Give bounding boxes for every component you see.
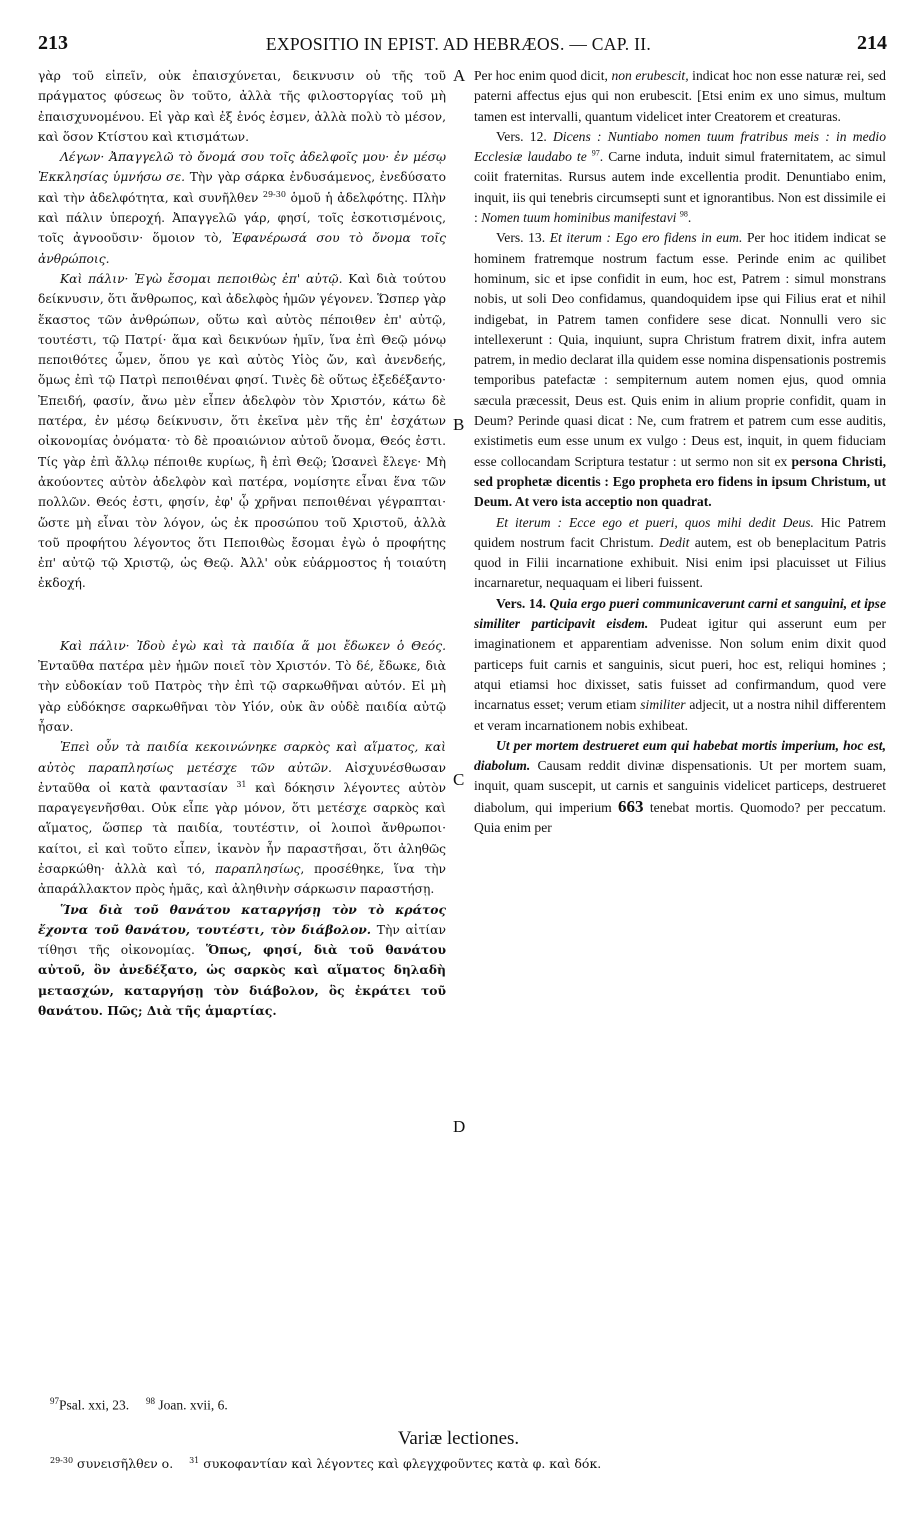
- greek-paragraph: Ἵνα διὰ τοῦ θανάτου καταργήσῃ τὸν τὸ κράτος ἔχοντα τοῦ θανάτου, τουτέστι, τὸν διάβολον. Τὴν αἰτίαν τίθησι τῆς οἰκονομίας. Ὅπως, φησί, διὰ τοῦ θανάτου αὐτοῦ, ὃν ἀνεδέξατο, ὡς σαρκὸς καὶ αἵματος δηλαδὴ μετασχών, καταργήσῃ τὸν διάβολον, ὃς ἐκράτει τοῦ θανάτου. Πῶς; Διὰ τῆς ἁμαρτίας.: [38, 901, 447, 1019]
- greek-paragraph: Καὶ πάλιν· Ἰδοὺ ἐγὼ καὶ τὰ παιδία ἅ μοι ἔδωκεν ὁ Θεός. Ἐνταῦθα πατέρα μὲν ἡμῶν ποιεῖ τὸν Χριστόν. Τὸ δέ, ἔδωκε, διὰ τὴν εὐδοκίαν τοῦ Πατρὸς τὴν ἐπὶ τῷ σαρκωθῆναι αὐτόν. Εἰ μὴ γὰρ εὐδόκησε σαρκωθῆναι τὸν Υἱόν, οὐκ ἂν οὐδὲ παιδία αὐτῷ ἦσαν.: [38, 638, 446, 734]
- greek-paragraph: γὰρ τοῦ εἰπεῖν, οὐκ ἐπαισχύνεται, δεικνυσιν οὐ τῆς τοῦ πράγματος φύσεως ὂν τοῦτο, ἀλλὰ τῆς φιλοστοργίας τοῦ μὴ ἐπαισχυνομένου. Εἰ γὰρ καὶ ἐξ ἑνός ἐσμεν, ἀλλὰ πολὺ τὸ μέσον, καὶ ὅσον Κτίστου καὶ κτισμάτων.: [38, 69, 446, 144]
- latin-paragraph: Vers. 12. Dicens : Nuntiabo nomen tuum fratribus meis : in medio Ecclesiæ laudabo te $^{97}$. Carne induta, induit simul fraternitatem, ac simul coiit fraternitas. Rursus autem inde excellentia prodit. Denuntiabo enim, inquit, iis qui tenebris circumsepti sunt et ignorantibus. Non est dissimile ei : Nomen tuum hominibus manifestavi $^{98}$.: [474, 128, 886, 226]
- margin-marker-b: B: [453, 415, 465, 434]
- latin-paragraph: Vers. 14. Quia ergo pueri communicaverunt carni et sanguini, et ipse similiter participavit eisdem. Pudeat igitur qui asserunt eum per imaginationem et apparentiam advenisse. Non solum enim dixit quod particeps fuit carnis et sanguinis, sicut pueri, hoc est, reliqui homines ; atqui etiamsi hoc dixisset, satis fuisset ad confirmandum, quod vere incarnatus esset; verum etiam similiter adjecit, ut a nostra nihil differentem et veram incarnationem nobis exhibeat.: [474, 595, 887, 733]
- margin-marker-a: A: [453, 66, 466, 85]
- page-number-right: 214: [857, 32, 887, 54]
- greek-paragraph: Λέγων· Ἀπαγγελῶ τὸ ὄνομά σου τοῖς ἀδελφοῖς μου· ἐν μέσῳ Ἐκκλησίας ὑμνήσω σε. Τὴν γὰρ σάρκα ἐνδυσάμενος, ἐνεδύσατο καὶ τὴν ἀδελφότητα, καὶ συνῆλθεν $^{29-30}$ ὁμοῦ ἡ ἀδελφότης. Πλὴν καὶ πάλιν ὑπεροχή. Ἀπαγγελῶ γάρ, φησί, τοῖς ἐσκοτισμένοις, τοῖς ἀγνοοῦσιν· ὅμοιον τὸ, Ἐφανέρωσά σου τὸ ὄνομα τοῖς ἀνθρώποις.: [38, 150, 447, 266]
- running-header: [30, 32, 887, 62]
- variae-lectiones-title: Variæ lectiones.: [397, 1428, 520, 1449]
- footnotes: $^{97}$Psal. xxi, 23. $^{98}$ Joan. xvii, 6.: [50, 1396, 228, 1413]
- latin-column: [474, 66, 886, 838]
- latin-paragraph: Vers. 13. Et iterum : Ego ero fidens in eum. Per hoc itidem indicat se hominem fratremque nostrum factum esse. Perinde enim ac quilibet hominum, sic et ipse confidit in eum, hoc est, Patrem : simul monstrans nobis, ut soli Deo confidamus, quandoquidem ipse qui Filius erat et nihil indigebat, in Patrem tamen confidere sese dicat. Nonnulli vero sic intellexerunt : Quia, inquiunt, supra Christum fratrem dixit, infra autem patrem, in medio declarat illa quidem esse nomina dispensationis postremis temporibus patefactæ : sempiternum autem nomen ejus, quod omnia sæcula præcessit, Deus est. Quis enim in alium proprie confidit, quam in Deum? Perinde quasi dicat : Ne, cum fratrem et patrem cum esse auditis, existimetis eum esse unum ex vulgo : Deus est, inquit, in quem fiduciam esse collocandam Scriptura testatur : ut sermo non sit ex persona Christi, sed prophetæ dicentis : Ego propheta ero fidens in ipsum Christum, ut Deum. At vero ista acceptio non quadrat.: [474, 230, 886, 510]
- greek-paragraph: Ἐπεὶ οὖν τὰ παιδία κεκοινώνηκε σαρκὸς καὶ αἵματος, καὶ αὐτὸς παραπλησίως μετέσχε τῶν αὐτῶν. Αἰσχυνέσθωσαν ἐνταῦθα οἱ κατὰ φαντασίαν $^{31}$ καὶ δόκησιν λέγοντες αὐτὸν παραγεγενῆσθαι. Οὐκ εἶπε γὰρ μόνον, ὅτι μετέσχε σαρκὸς καὶ αἵματος, ὥσπερ τὰ παιδία, τουτέστιν, οἱ λοιποὶ ἄνθρωποι· καίτοι, εἰ καὶ τοῦτο εἶπεν, ἱκανὸν ἦν παραστῆσαι, ὅτι ἀληθῶς ἐσαρκώθη· ἀλλὰ καὶ τό, παραπλησίως, προσέθηκε, ἵνα τὴν ἀπαράλλακτον πρὸς ἡμᾶς, καὶ ἀληθινὴν σάρκωσιν παραστήσῃ.: [38, 740, 446, 897]
- variae-lectiones: $^{29-30}$ συνεισῆλθεν ο. $^{31}$ συκοφαντίαν καὶ λέγοντες καὶ φλεγχφοῦντες κατὰ φ. καὶ δόκ.: [50, 1456, 602, 1472]
- running-title: EXPOSITIO IN EPIST. AD HEBRÆOS. — CAP. II.: [265, 34, 652, 54]
- margin-marker-c: C: [453, 770, 465, 789]
- latin-paragraph: Et iterum : Ecce ego et pueri, quos mihi dedit Deus. Hic Patrem quidem nostrum facit Christum. Dedit autem, est ob beneplacitum Patris quod in Filii incarnatione exhibuit. Nisi enim ipsi placuisset ut Filius incarnaretur, nequaquam ei liberi fuissent.: [474, 514, 887, 591]
- page-number-left: 213: [38, 32, 68, 54]
- latin-paragraph: Per hoc enim quod dicit, non erubescit, indicat hoc non esse naturæ rei, sed paterni affectus ejus qui non erubescit. [Etsi enim ex uno simus, multum tamen est intervalli, quantum videlicet inter Creatorem et creaturas.: [474, 68, 886, 124]
- latin-paragraph: Ut per mortem destrueret eum qui habebat mortis imperium, hoc est, diabolum. Causam reddit divinæ dispensationis. Ut per mortem suam, inquit, quam suscepit, ut carnis et sanguinis videlicet particeps, destrueret diabolum, qui imperium 663 tenebat mortis. Quomodo? per peccatum. Quia enim per: [474, 737, 886, 835]
- greek-paragraph: Καὶ πάλιν· Ἐγὼ ἔσομαι πεποιθὼς ἐπ' αὐτῷ. Καὶ διὰ τούτου δείκνυσιν, ὅτι ἄνθρωπος, καὶ ἀδελφὸς ἡμῶν γέγονεν. Ὥσπερ γὰρ ἕκαστος τῶν ἀνθρώπων, οὕτω καὶ αὐτὸς πέποιθεν ἐπ' αὐτῷ, τουτέστι, τῷ Πατρί· ἅμα καὶ δεικνύων ἡμῖν, ἵνα ἐπὶ Θεῷ μόνῳ πεποιθότες ὦμεν, ὅπου γε καὶ αὐτὸς Υἱὸς ὤν, καὶ ἀνενδεής, ὅμως ἐπὶ τῷ Πατρὶ πεποιθέναι φησί. Τινὲς δὲ οὕτως ἐξεδέξαντο· Ἐπειδή, φασίν, ἄνω μὲν εἶπεν ἀδελφὸν τὸν Χριστόν, κάτω δὲ πατέρα, ἐν μέσῳ δείκνυσιν, ὅτι ἐκεῖνα μὲν τῆς ἐπ' ἐσχάτων οἰκονομίας ὀνόματα· τὸ δὲ προαιώνιον αὐτοῦ ὄνομα, Θεός ἐστι. Τίς γὰρ ἐπὶ ἄλλῳ πέποιθε κυρίως, ἢ ἐπὶ Θεῷ; Ὡσανεὶ ἔλεγε· Μὴ ἀκούοντες αὐτὸν ἀδελφὸν καὶ πατέρα, νομίσητε εἶναι ἕνα τῶν πολλῶν. Θεός ἐστι, φησίν, ἐφ' ᾧ χρῆναι πεποιθέναι γέγραπται· ὥστε μὴ εἶναι τὸν λόγον, ὡς ἐκ προσώπου τοῦ Χριστοῦ, ἀλλὰ τοῦ προφήτου λέγοντος ὅτι Πεποιθὼς ἔσομαι ἐγὼ ὁ προφήτης ἐπ' αὐτῷ τῷ Χριστῷ, ὡς Θεῷ. Ἀλλ' οὐκ εὐάρμοστος ἡ τοιαύτη ἐκδοχή.: [38, 271, 446, 591]
- greek-column: [38, 66, 446, 1021]
- margin-marker-d: D: [453, 1117, 466, 1136]
- column-page-number: 663: [618, 796, 644, 816]
